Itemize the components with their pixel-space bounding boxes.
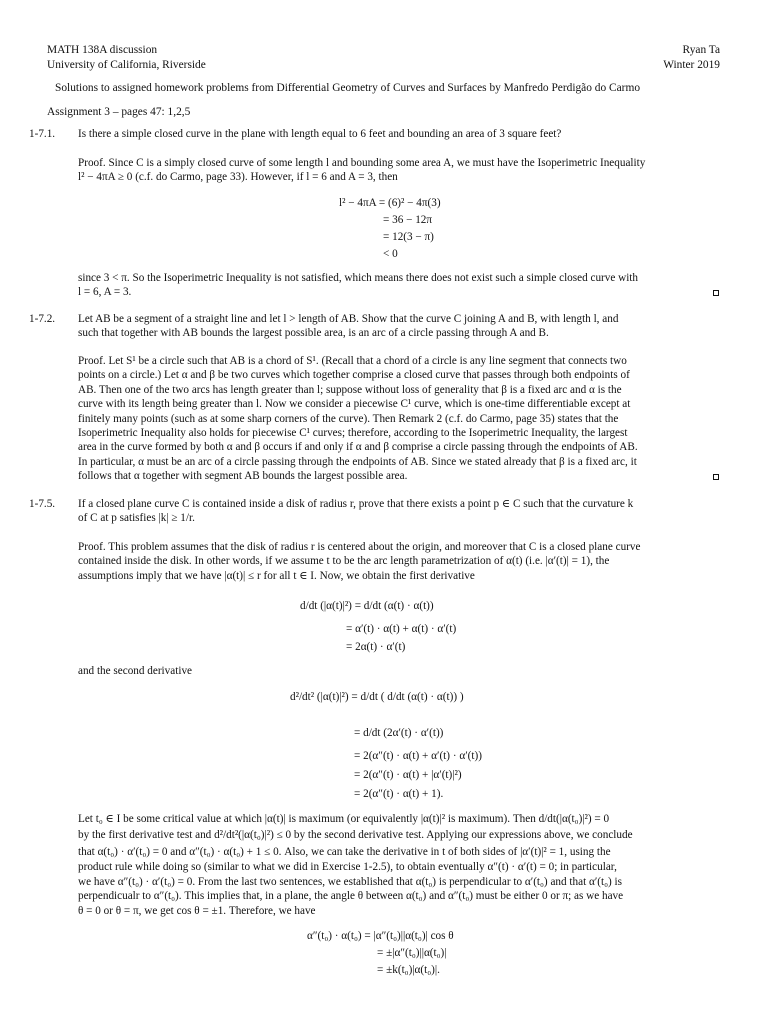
proof-line: finitely many points (such as at some sharp corners of the curve). Then Remark 2 (c.f. do Carmo, page 35) states that the (78, 413, 619, 425)
equation-line: = 36 − 12π (383, 214, 433, 226)
qed-symbol (713, 474, 719, 480)
proof-line: Isoperimetric Inequality also holds for piecewise C¹ curves; therefore, according to the Isoperimetric Inequality, the largest (78, 427, 628, 439)
proof-line: l = 6, A = 3. (78, 286, 132, 298)
proof-line: by the first derivative test and d²/dt²(|α(t₀)|²) ≤ 0 by the second derivative test. Applying our expressions above, we conclude (78, 829, 633, 841)
equation-line: = 2(α″(t) · α(t) + 1). (354, 788, 444, 800)
proof-line: we have α″(t₀) · α′(t₀) = 0. From the last two sentences, we established that α(t₀) is perpendicular to α′(t₀) and that α′(t₀) is (78, 876, 622, 888)
problem-statement: of C at p satisfies |k| ≥ 1/r. (78, 512, 195, 524)
problem-statement: Let AB be a segment of a straight line and let l > length of AB. Show that the curve C joining A and B, with length l, and (78, 313, 619, 325)
problem-number: 1-7.5. (29, 498, 56, 510)
equation-line: = d/dt (2α′(t) · α′(t)) (354, 727, 444, 739)
proof-line: AB. Then one of the two arcs has length greater than l; suppose without loss of generality that β is a fixed arc and α is the (78, 384, 622, 396)
problem-statement: Is there a simple closed curve in the plane with length equal to 6 feet and bounding an area of 3 square feet? (78, 128, 562, 140)
equation-line: d²/dt² (|α(t)|²) = d/dt ( d/dt (α(t) · α(t)) ) (290, 691, 464, 703)
proof-line: that α(t₀) · α′(t₀) = 0 and α″(t₀) · α(t₀) + 1 ≤ 0. Also, we can take the derivative in t of both sides of |α′(t)|² = 1, using the (78, 846, 611, 858)
proof-line: Proof. Let S¹ be a circle such that AB is a chord of S¹. (Recall that a chord of a circle is any line segment that connects two (78, 355, 627, 367)
equation-line: l² − 4πA = (6)² − 4π(3) (339, 197, 441, 209)
equation-line: = 2(α″(t) · α(t) + |α′(t)|²) (354, 769, 462, 781)
problem-statement: If a closed plane curve C is contained inside a disk of radius r, prove that there exists a point p ∈ C such that the curvature k (78, 498, 634, 510)
proof-line: follows that α together with segment AB bounds the largest possible area. (78, 470, 408, 482)
proof-line: contained inside the disk. In other words, if we assume t to be the arc length parametrization of α(t) (i.e. |α′(t)| = 1), the (78, 555, 610, 567)
problem-number: 1-7.1. (29, 128, 56, 140)
body-text: and the second derivative (78, 665, 193, 677)
equation-line: < 0 (383, 248, 398, 260)
proof-line: assumptions imply that we have |α(t)| ≤ r for all t ∈ I. Now, we obtain the first derivative (78, 570, 475, 582)
proof-line: perpendicualr to α″(t₀). This implies that, in a plane, the angle θ between α(t₀) and α″(t₀) must be either 0 or π; as we have (78, 890, 624, 902)
proof-line: Proof. This problem assumes that the disk of radius r is centered about the origin, and moreover that C is a closed plane curve (78, 541, 641, 553)
equation-line: = ±k(t₀)|α(t₀)|. (377, 964, 440, 976)
assignment-heading: Assignment 3 – pages 47: 1,2,5 (47, 106, 191, 118)
equation-line: = ±|α″(t₀)||α(t₀)| (377, 947, 447, 959)
proof-line: product rule while doing so (similar to what we did in Exercise 1-2.5), to obtain eventually α″(t) · α′(t) = 0; in particular, (78, 861, 617, 873)
document-subtitle: Solutions to assigned homework problems from Differential Geometry of Curves and Surfaces by Manfredo Perdigão do Carmo (55, 82, 641, 94)
equation-line: = 2α(t) · α′(t) (346, 641, 406, 653)
proof-line: since 3 < π. So the Isoperimetric Inequality is not satisfied, which means there does not exist such a simple closed curve with (78, 272, 639, 284)
author: Ryan Ta (682, 44, 720, 56)
proof-line: l² − 4πA ≥ 0 (c.f. do Carmo, page 33). However, if l = 6 and A = 3, then (78, 171, 398, 183)
equation-line: d/dt (|α(t)|²) = d/dt (α(t) · α(t)) (300, 600, 434, 612)
proof-line: θ = 0 or θ = π, we get cos θ = ±1. Therefore, we have (78, 905, 316, 917)
equation-line: = α′(t) · α(t) + α(t) · α′(t) (346, 623, 457, 635)
university: University of California, Riverside (47, 59, 206, 71)
proof-line: points on a circle.) Let α and β be two curves which together comprise a closed curve that passes through both endpoints of (78, 369, 630, 381)
proof-line: Proof. Since C is a simply closed curve of some length l and bounding some area A, we must have the Isoperimetric Inequality (78, 157, 646, 169)
qed-symbol (713, 290, 719, 296)
course-title: MATH 138A discussion (47, 44, 158, 56)
problem-statement: such that together with AB bounds the largest possible area, is an arc of a circle passing through A and B. (78, 327, 549, 339)
equation-line: = 2(α″(t) · α(t) + α′(t) · α′(t)) (354, 750, 482, 762)
proof-line: Let t₀ ∈ I be some critical value at which |α(t)| is maximum (or equivalently |α(t)|² is maximum). Then d/dt(|α(t₀)|²) = 0 (78, 813, 610, 825)
equation-line: = 12(3 − π) (383, 231, 434, 243)
proof-line: In particular, α must be an arc of a circle passing through the endpoints of AB. Since we stated already that β is a fixed arc, it (78, 456, 637, 468)
term: Winter 2019 (663, 59, 720, 71)
proof-line: curve with its length being greater than l. Now we consider a piecewise C¹ curve, which is one-time differentiable except at (78, 398, 631, 410)
equation-line: α″(t₀) · α(t₀) = |α″(t₀)||α(t₀)| cos θ (307, 930, 454, 942)
problem-number: 1-7.2. (29, 313, 56, 325)
proof-line: area in the curve formed by both α and β occurs if and only if α and β comprise a circle passing through the endpoints of AB. (78, 441, 638, 453)
